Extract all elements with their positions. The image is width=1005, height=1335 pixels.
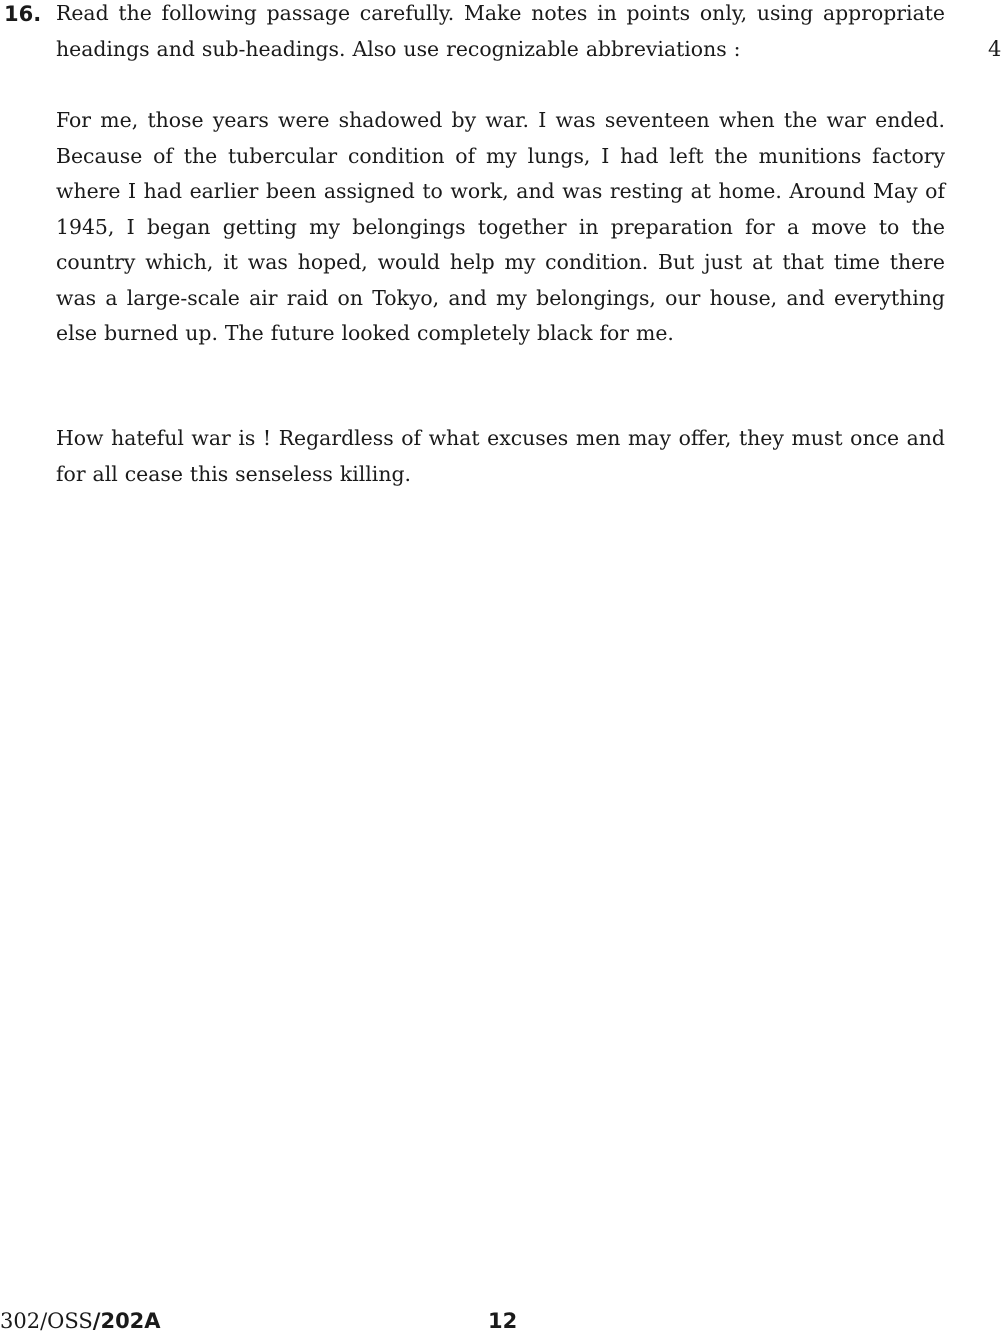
paper-code-prefix: 302/OSS (0, 1309, 93, 1333)
question-marks: 4 (988, 37, 1002, 61)
paper-code (0, 1307, 161, 1335)
passage-paragraph-2: How hateful war is ! Regardless of what excuses men may offer, they must once and for all cease this senseless killing. (56, 426, 945, 486)
passage-paragraph-1: For me, those years were shadowed by war. I was seventeen when the war ended. Because of the tubercular condition of my lungs, I had left the munitions factory where I had earlier been assigned to work, and was resting at home. Around May of 1945, I began getting my belongings together in preparation for a move to the country which, it was hoped, would help my condition. But just at that time there was a large-scale air raid on Tokyo, and my belongings, our house, and everything else burned up. The future looked completely black for me. (56, 108, 945, 345)
question-instruction: Read the following passage carefully. Make notes in points only, using appropriate headings and sub-headings. Also use recognizable abbreviations : (56, 1, 945, 61)
question-number: 16. (4, 2, 42, 26)
page-number: 12 (488, 1309, 518, 1333)
paper-code-suffix: /202A (92, 1309, 161, 1333)
